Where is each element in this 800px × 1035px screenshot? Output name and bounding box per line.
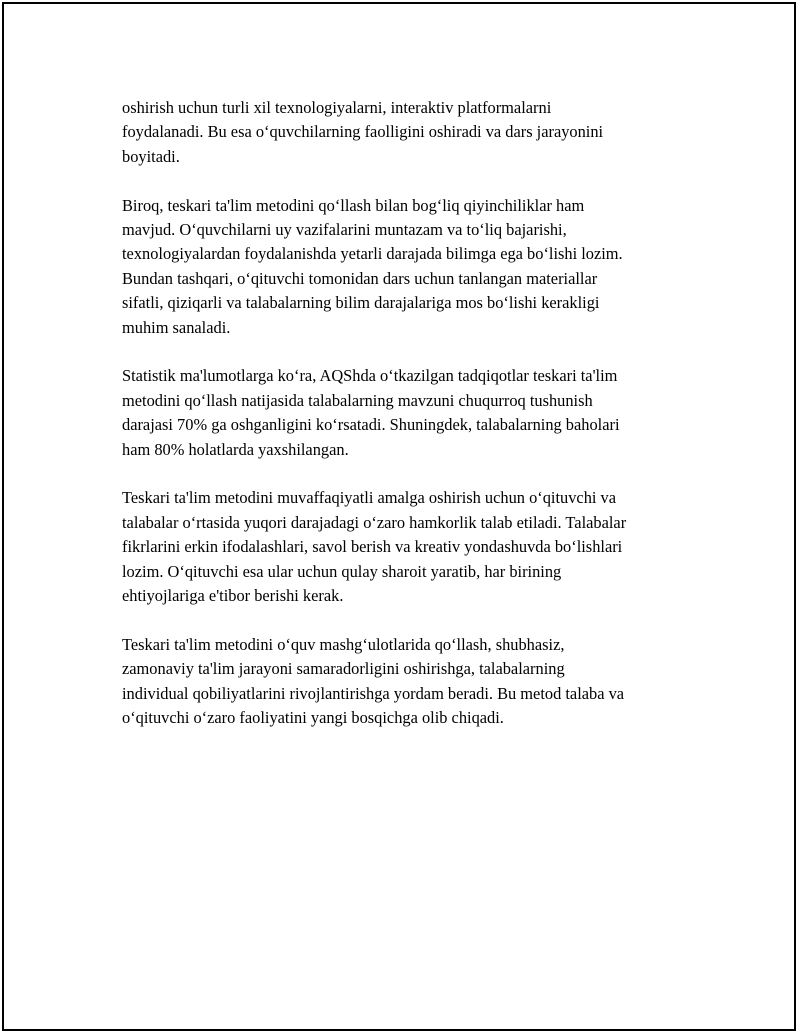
- paragraph-line: individual qobiliyatlarini rivojlantirishga yordam beradi. Bu metod talaba va: [122, 683, 625, 703]
- paragraph-line: texnologiyalardan foydalanishda yetarli darajada bilimga ega bo‘lishi lozim.: [122, 244, 623, 264]
- paragraph-line: metodini qo‘llash natijasida talabalarning mavzuni chuqurroq tushunish: [122, 390, 593, 410]
- paragraph-line: o‘qituvchi o‘zaro faoliyatini yangi bosqichga olib chiqadi.: [122, 708, 504, 728]
- paragraph-line: fikrlarini erkin ifodalashlari, savol berish va kreativ yondashuvda bo‘lishlari: [122, 537, 623, 557]
- paragraph-line: Bundan tashqari, o‘qituvchi tomonidan dars uchun tanlangan materiallar: [122, 268, 598, 288]
- paragraph-line: Statistik ma'lumotlarga ko‘ra, AQShda o‘tkazilgan tadqiqotlar teskari ta'lim: [122, 366, 618, 386]
- paragraph-line: zamonaviy ta'lim jarayoni samaradorligini oshirishga, talabalarning: [122, 659, 565, 679]
- document-page: [2, 2, 796, 1031]
- paragraph-line: ehtiyojlariga e'tibor berishi kerak.: [122, 586, 344, 606]
- paragraph-line: mavjud. O‘quvchilarni uy vazifalarini muntazam va to‘liq bajarishi,: [122, 220, 567, 240]
- paragraph-line: sifatli, qiziqarli va talabalarning bilim darajalariga mos bo‘lishi kerakligi: [122, 293, 600, 313]
- document-body: [122, 96, 697, 755]
- paragraph-line: muhim sanaladi.: [122, 317, 231, 337]
- paragraph-line: oshirish uchun turli xil texnologiyalarni, interaktiv platformalarni: [122, 98, 552, 117]
- paragraph-line: Teskari ta'lim metodini o‘quv mashg‘ulotlarida qo‘llash, shubhasiz,: [122, 634, 565, 654]
- paragraph-line: Teskari ta'lim metodini muvaffaqiyatli amalga oshirish uchun o‘qituvchi va: [122, 488, 617, 508]
- paragraph-4: [122, 486, 697, 608]
- paragraph-line: boyitadi.: [122, 146, 180, 166]
- paragraph-line: lozim. O‘qituvchi esa ular uchun qulay sharoit yaratib, har birining: [122, 561, 562, 581]
- paragraph-5: [122, 633, 697, 731]
- paragraph-line: foydalanadi. Bu esa o‘quvchilarning faolligini oshiradi va dars jarayonini: [122, 122, 604, 142]
- paragraph-line: ham 80% holatlarda yaxshilangan.: [122, 439, 349, 459]
- paragraph-2: [122, 194, 697, 340]
- paragraph-1: [122, 96, 697, 169]
- paragraph-3: [122, 364, 697, 462]
- paragraph-line: talabalar o‘rtasida yuqori darajadagi o‘zaro hamkorlik talab etiladi. Talabalar: [122, 512, 627, 532]
- paragraph-line: Biroq, teskari ta'lim metodini qo‘llash bilan bog‘liq qiyinchiliklar ham: [122, 195, 585, 215]
- paragraph-line: darajasi 70% ga oshganligini ko‘rsatadi. Shuningdek, talabalarning baholari: [122, 415, 620, 435]
